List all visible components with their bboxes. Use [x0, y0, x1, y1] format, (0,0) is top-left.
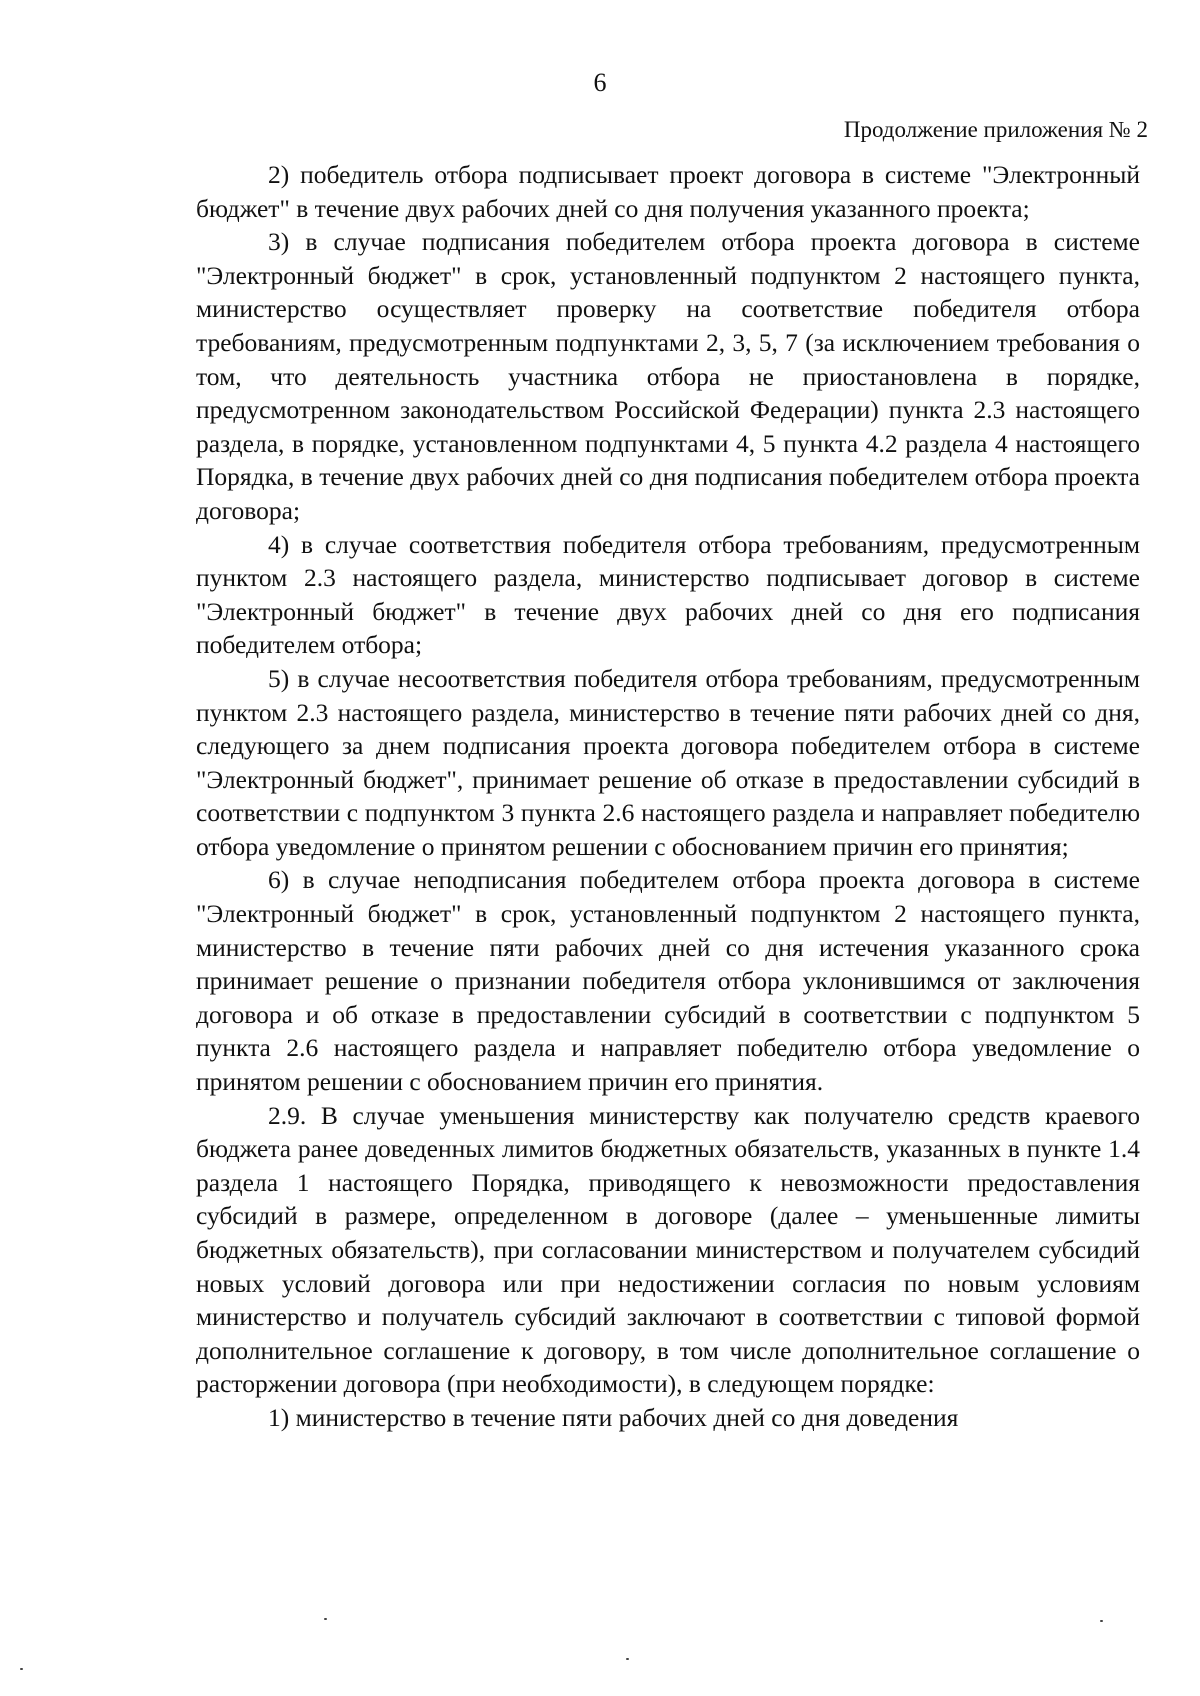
paragraph-item-1-ministry: 1) министерство в течение пяти рабочих дней со дня доведения [268, 1402, 959, 1432]
scan-speck [20, 1668, 23, 1670]
page-number: 6 [593, 68, 607, 97]
paragraph-item-5-noncompliance: 5) в случае несоответствия победителя отбора требованиям, предусмотренным пунктом 2.3 настоящего раздела, министерство в течение пяти рабочих дней со дня, следующего за днем подписания проекта договора победителем отбора в системе "Электронный бюджет", принимает решение об отказе в предоставлении субсидий в соответствии с подпунктом 3 пункта 2.6 настоящего раздела и направляет победителю отбора уведомление о принятом решении с обоснованием причин его принятия; [196, 663, 1140, 861]
paragraph-item-2-signing: 2) победитель отбора подписывает проект договора в системе "Электронный бюджет" в течение двух рабочих дней со дня получения указанного проекта; [196, 160, 1140, 223]
paragraph-item-6-nonsigning: 6) в случае неподписания победителем отбора проекта договора в системе "Электронный бюджет" в срок, установленный подпунктом 2 настоящего пункта, министерство в течение пяти рабочих дней со дня истечения указанного срока принимает решение о признании победителя отбора уклонившимся от заключения договора и об отказе в предоставлении субсидий в соответствии с подпунктом 5 пункта 2.6 настоящего раздела и направляет победителю отбора уведомление о принятом решении с обоснованием причин его принятия. [196, 865, 1140, 1097]
scan-speck [626, 1658, 629, 1660]
scan-speck [1100, 1620, 1103, 1622]
body-text [196, 158, 1140, 1435]
paragraph-item-3-verification: 3) в случае подписания победителем отбора проекта договора в системе "Электронный бюджет" в срок, установленный подпунктом 2 настоящего пункта, министерство осуществляет проверку на соответствие победителя отбора требованиям, предусмотренным подпунктами 2, 3, 5, 7 (за исключением требования о том, что деятельность участника отбора не приостановлена в порядке, предусмотренном законодательством Российской Федерации) пункта 2.3 настоящего раздела, в порядке, установленном подпунктами 4, 5 пункта 4.2 раздела 4 настоящего Порядка, в течение двух рабочих дней со дня подписания победителем отбора проекта договора; [196, 227, 1140, 525]
appendix-note: Продолжение приложения № 2 [843, 117, 1148, 142]
paragraph-item-4-compliance: 4) в случае соответствия победителя отбора требованиям, предусмотренным пунктом 2.3 настоящего раздела, министерство подписывает договор в системе "Электронный бюджет" в течение двух рабочих дней со дня его подписания победителем отбора; [196, 529, 1140, 660]
scan-speck [324, 1618, 327, 1620]
paragraph-section-2-9: 2.9. В случае уменьшения министерству как получателю средств краевого бюджета ранее доведенных лимитов бюджетных обязательств, указанных в пункте 1.4 раздела 1 настоящего Порядка, приводящего к невозможности предоставления субсидий в размере, определенном в договоре (далее – уменьшенные лимиты бюджетных обязательств), при согласовании министерством и получателем субсидий новых условий договора или при недостижении согласия по новым условиям министерство и получатель субсидий заключают в соответствии с типовой формой дополнительное соглашение к договору, в том числе дополнительное соглашение о расторжении договора (при необходимости), в следующем порядке: [196, 1100, 1140, 1399]
